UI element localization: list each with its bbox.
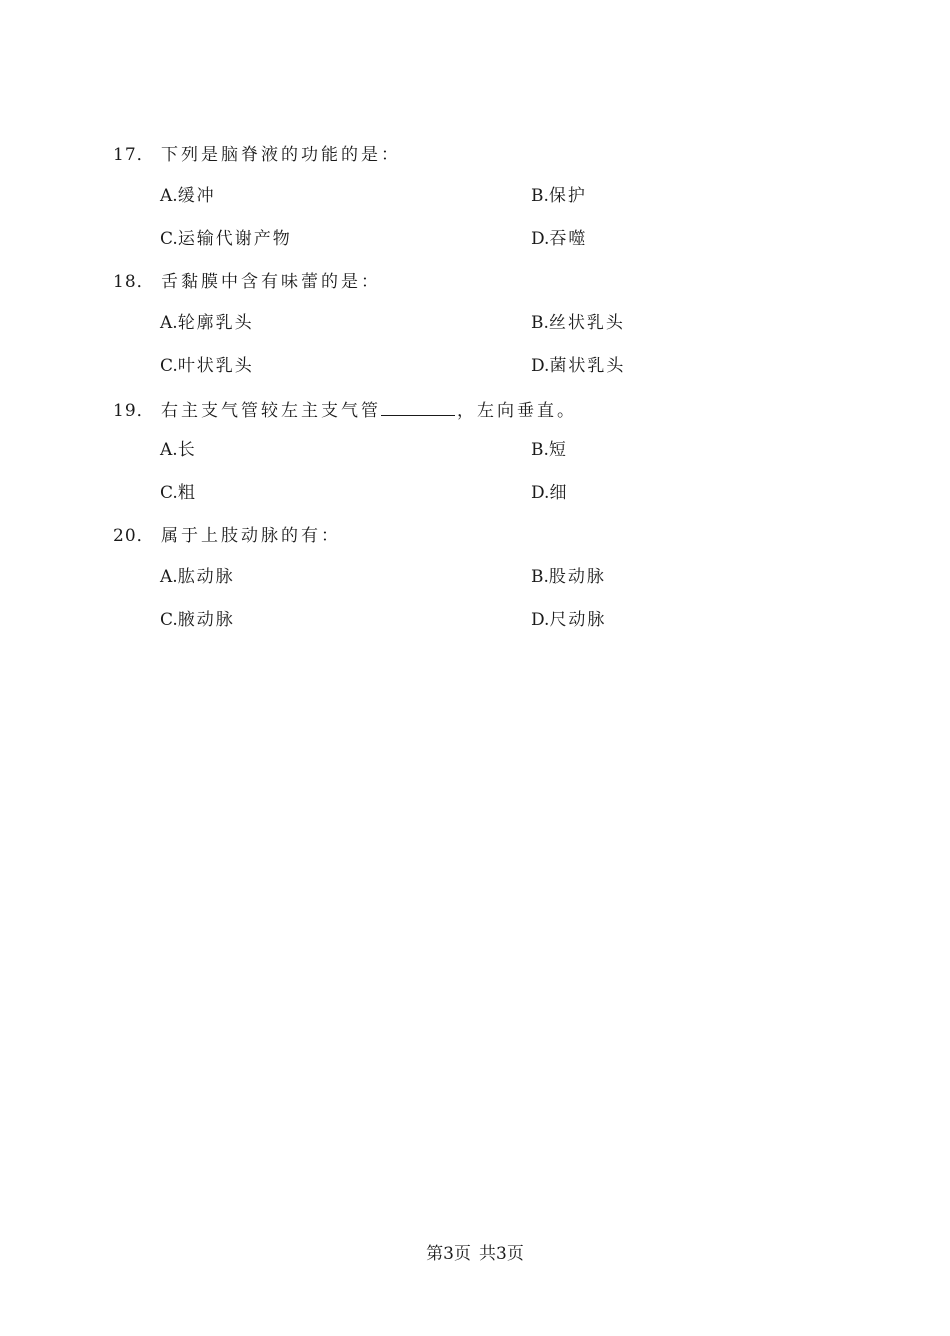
question-text: 下列是脑脊液的功能的是： [161,145,401,165]
option-text: 菌状乳头 [549,356,626,376]
option-letter: B. [531,440,549,460]
question-text: 舌黏膜中含有味蕾的是： [161,272,381,292]
option-letter: A. [160,440,178,460]
page-number: 第3页 [426,1244,471,1264]
option-letter: A. [160,567,178,587]
page-total: 共3页 [479,1244,524,1264]
option-letter: A. [160,186,178,206]
option-letter: B. [531,186,549,206]
option-a [160,311,254,335]
question-number: 17． [113,145,155,165]
question-text-after-blank: ，左向垂直。 [457,401,577,421]
option-text: 粗 [177,483,197,503]
option-text: 肱动脉 [177,567,235,587]
option-text: 运输代谢产物 [177,229,292,249]
question-text: 属于上肢动脉的有： [161,526,341,546]
option-b [531,565,606,589]
option-d [531,481,568,505]
page-footer [0,1242,950,1266]
option-text: 股动脉 [548,567,606,587]
option-letter: D. [531,356,550,376]
option-text: 细 [549,483,569,503]
option-letter: C. [160,356,178,376]
option-text: 腋动脉 [177,610,235,630]
option-letter: A. [160,313,178,333]
option-c [160,227,292,251]
option-b [531,438,568,462]
option-d [531,354,625,378]
option-c [160,354,254,378]
question-stem [113,397,577,421]
option-letter: C. [160,610,178,630]
option-text: 长 [177,440,197,460]
option-text: 缓冲 [177,186,216,206]
option-c [160,481,197,505]
question-stem [113,270,381,294]
question-stem [113,143,401,167]
option-text: 丝状乳头 [548,313,625,333]
option-letter: B. [531,567,549,587]
option-letter: D. [531,610,550,630]
question-number: 18． [113,272,155,292]
option-b [531,184,587,208]
option-d [531,227,587,251]
option-text: 保护 [548,186,587,206]
option-d [531,608,606,632]
option-letter: B. [531,313,549,333]
option-a [160,438,197,462]
option-c [160,608,235,632]
option-letter: D. [531,229,550,249]
option-text: 尺动脉 [549,610,607,630]
question-stem [113,524,341,548]
question-text-before-blank: 右主支气管较左主支气管 [161,401,381,421]
option-a [160,184,216,208]
option-letter: C. [160,229,178,249]
option-text: 短 [548,440,568,460]
question-number: 19． [113,401,155,421]
option-letter: D. [531,483,550,503]
option-b [531,311,625,335]
option-text: 吞噬 [549,229,588,249]
option-text: 叶状乳头 [177,356,254,376]
option-text: 轮廓乳头 [177,313,254,333]
fill-in-blank [381,397,455,416]
question-number: 20． [113,526,155,546]
option-a [160,565,235,589]
option-letter: C. [160,483,178,503]
